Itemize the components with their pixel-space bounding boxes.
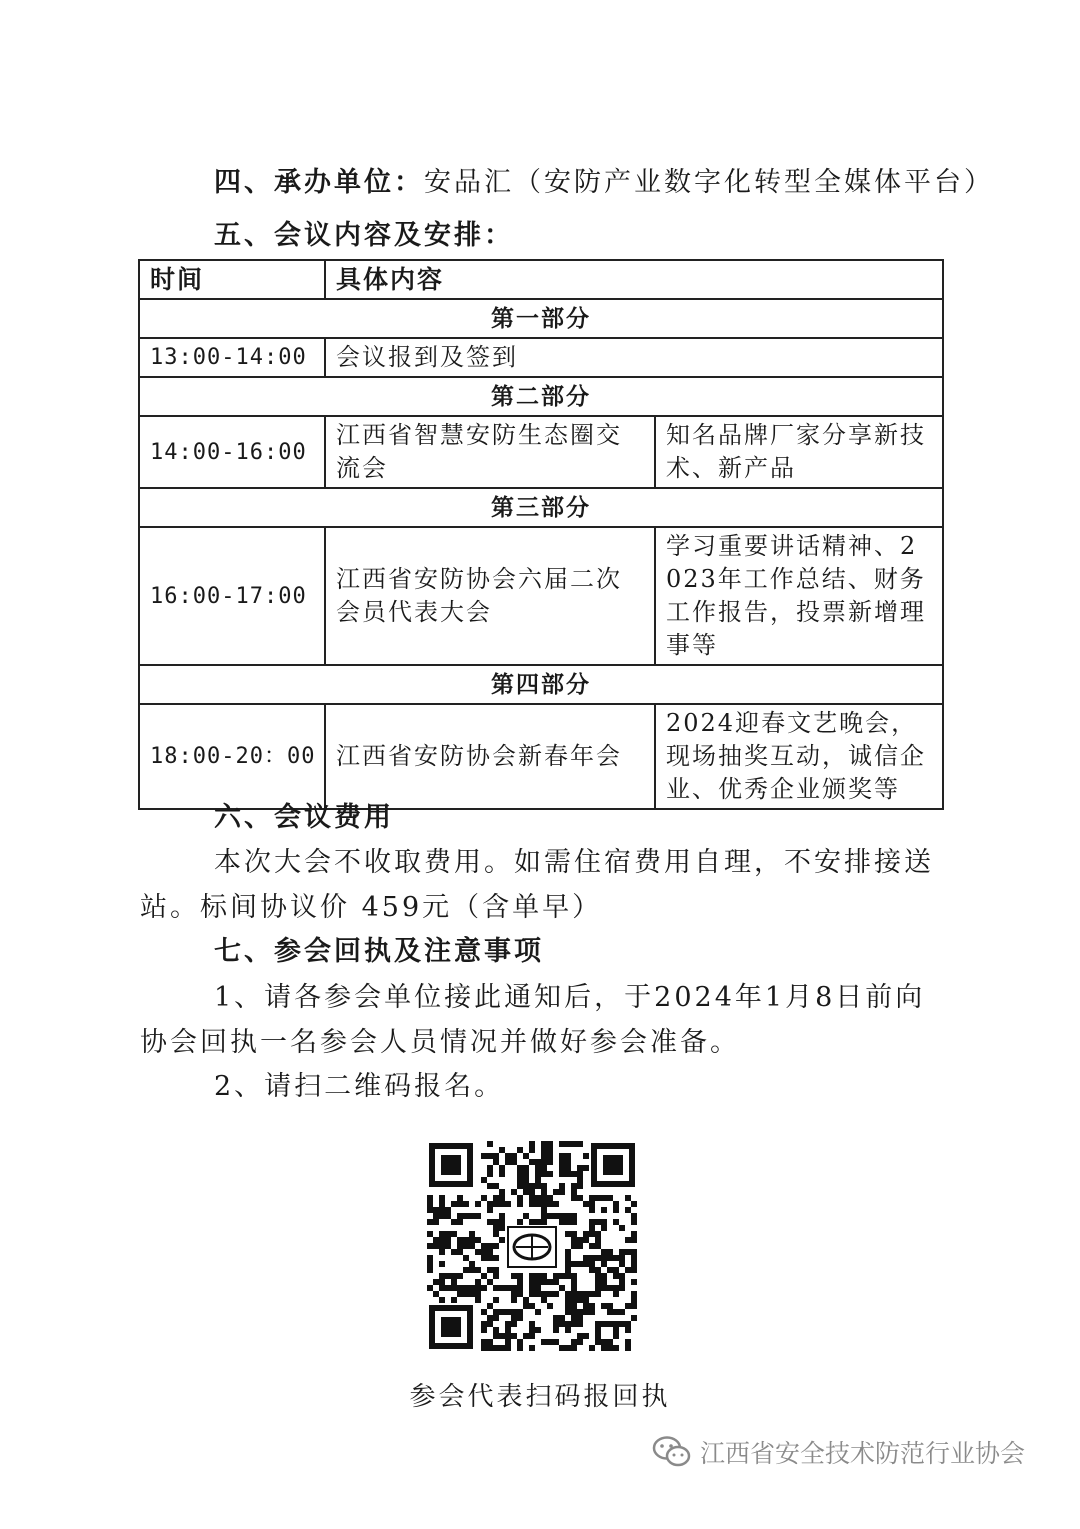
registration-qr-code[interactable] [425, 1139, 639, 1353]
part-3-detail: 学习重要讲话精神、2023年工作总结、财务工作报告，投票新增理事等 [655, 527, 943, 665]
section-7-item-1-line-2: 协会回执一名参会人员情况并做好参会准备。 [140, 1027, 740, 1058]
part-2-detail: 知名品牌厂家分享新技术、新产品 [655, 416, 943, 488]
schedule-table [138, 259, 944, 810]
part-1-time: 13:00-14:00 [139, 338, 325, 377]
section-7-item-2: 2、请扫二维码报名。 [214, 1071, 505, 1102]
section-7-item-1-line-1: 1、请各参会单位接此通知后，于2024年1月8日前向 [214, 982, 926, 1013]
qr-caption: 参会代表扫码报回执 [409, 1382, 671, 1412]
part-2-time: 14:00-16:00 [139, 416, 325, 488]
section-row [139, 665, 943, 704]
part-3-title: 第三部分 [139, 488, 943, 527]
wechat-watermark [652, 1430, 1025, 1474]
section-6-heading: 六、会议费用 [214, 802, 394, 833]
table-row [139, 338, 943, 377]
section-6-line-1: 本次大会不收取费用。如需住宿费用自理，不安排接送 [214, 847, 934, 878]
part-1-title: 第一部分 [139, 299, 943, 338]
section-row [139, 377, 943, 416]
header-content: 具体内容 [325, 260, 943, 299]
part-4-time: 18:00-20：00 [139, 704, 325, 809]
section-4-text: 安品汇（安防产业数字化转型全媒体平台） [424, 167, 994, 198]
part-1-event: 会议报到及签到 [325, 338, 943, 377]
section-4-label: 四、承办单位： [214, 167, 424, 198]
section-row [139, 488, 943, 527]
qr-code-image [425, 1139, 639, 1353]
table-row [139, 416, 943, 488]
part-4-title: 第四部分 [139, 665, 943, 704]
section-row [139, 299, 943, 338]
table-header-row [139, 260, 943, 299]
part-4-event: 江西省安防协会新春年会 [325, 704, 655, 809]
section-6-line-2: 站。标间协议价 459元（含单早） [140, 892, 603, 923]
part-2-title: 第二部分 [139, 377, 943, 416]
part-4-detail: 2024迎春文艺晚会，现场抽奖互动，诚信企业、优秀企业颁奖等 [655, 704, 943, 809]
watermark-text: 江西省安全技术防范行业协会 [700, 1439, 1026, 1468]
part-2-event: 江西省智慧安防生态圈交流会 [325, 416, 655, 488]
table-row [139, 704, 943, 809]
table-row [139, 527, 943, 665]
header-time: 时间 [139, 260, 325, 299]
part-3-event: 江西省安防协会六届二次会员代表大会 [325, 527, 655, 665]
part-3-time: 16:00-17:00 [139, 527, 325, 665]
section-4-line [214, 160, 994, 199]
section-7-heading: 七、参会回执及注意事项 [214, 936, 544, 967]
wechat-icon [652, 1435, 692, 1469]
section-5-heading: 五、会议内容及安排： [214, 220, 514, 251]
